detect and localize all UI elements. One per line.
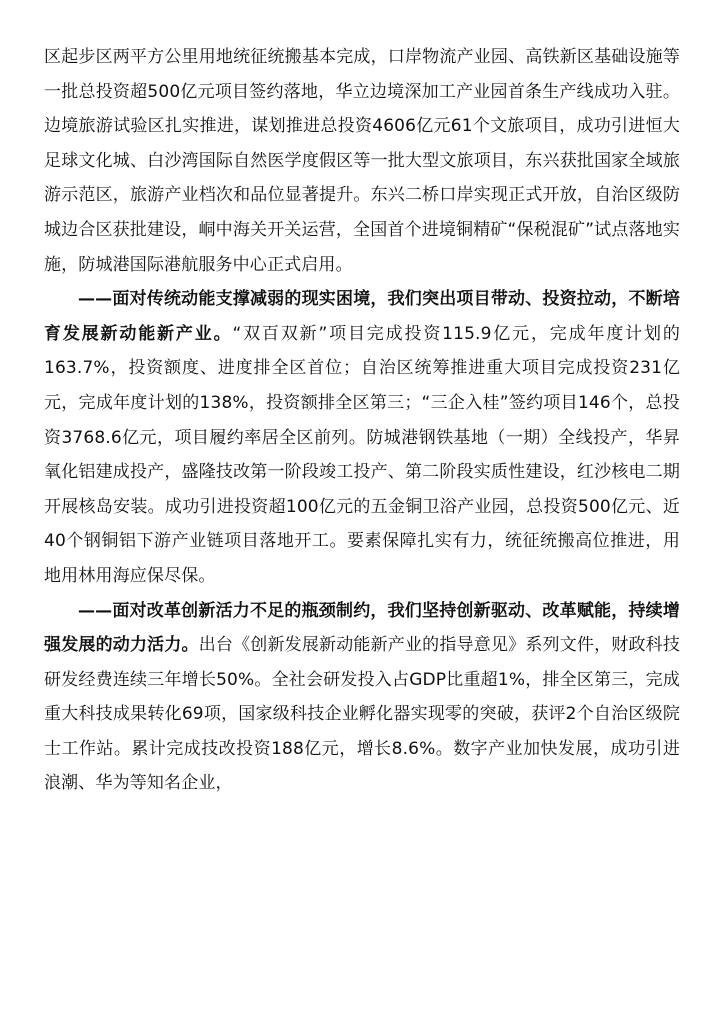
- paragraph-innovation: [44, 594, 680, 802]
- paragraph-continuation: [44, 40, 680, 282]
- paragraph-lead: ——面对传统动能支撑减弱的现实困境，我们突出项目带动、投资拉动，不断培育发展新动能新产业。: [44, 289, 680, 344]
- paragraph-text: 出台《创新发展新动能新产业的指导意见》系列文件，财政科技研发经费连续三年增长50%。全社会研发投入占GDP比重超1%，排全区第三，完成重大科技成果转化69项，国家级科技企业孵化器实现零的突破，获评2个自治区级院士工作站。累计完成技改投资188亿元，增长8.6%。数字产业加快发展，成功引进浪潮、华为等知名企业，: [44, 635, 680, 794]
- paragraph-investment: [44, 282, 680, 593]
- paragraph-lead: ——面对改革创新活力不足的瓶颈制约，我们坚持创新驱动、改革赋能，持续增强发展的动力活力。: [44, 600, 680, 656]
- paragraph-text: 区起步区两平方公里用地统征统搬基本完成，口岸物流产业园、高铁新区基础设施等一批总投资超500亿元项目签约落地，华立边境深加工产业园首条生产线成功入驻。边境旅游试验区扎实推进，谋划推进总投资4606亿元61个文旅项目，成功引进恒大足球文化城、白沙湾国际自然医学度假区等一批大型文旅项目，东兴获批国家全域旅游示范区，旅游产业档次和品位显著提升。东兴二桥口岸实现正式开放，自治区级防城边合区获批建设，峒中海关开关运营，全国首个进境铜精矿“保税混矿”试点落地实施，防城港国际港航服务中心正式启用。: [44, 47, 680, 275]
- paragraph-text: “双百双新”项目完成投资115.9亿元，完成年度计划的163.7%，投资额度、进度排全区首位；自治区统筹推进重大项目完成投资231亿元，完成年度计划的138%，投资额排全区第三；“三企入桂”签约项目146个，总投资3768.6亿元，项目履约率居全区前列。防城港钢铁基地（一期）全线投产，华昇氧化铝建成投产，盛隆技改第一阶段竣工投产、第二阶段实质性建设，红沙核电二期开展核岛安装。成功引进投资超100亿元的五金铜卫浴产业园，总投资500亿元、近40个钢铜铝下游产业链项目落地开工。要素保障扎实有力，统征统搬高位推进，用地用林用海应保尽保。: [44, 323, 681, 586]
